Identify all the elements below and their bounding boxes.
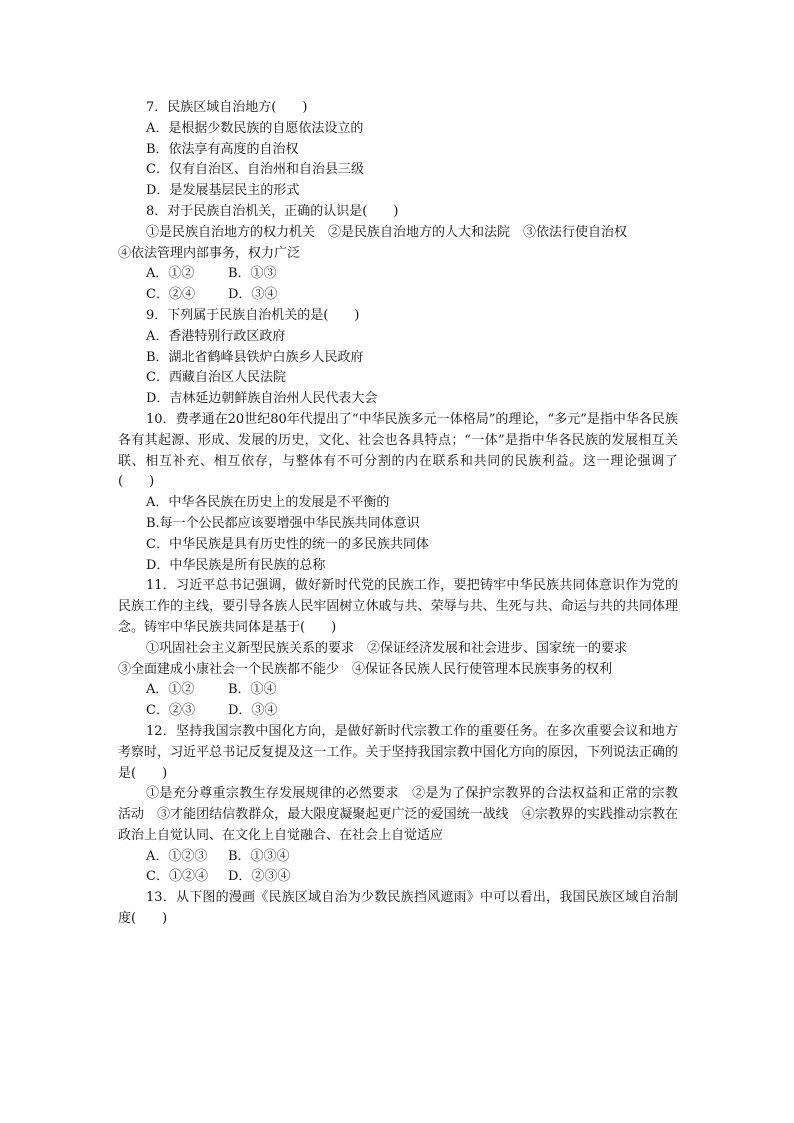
q8-option-d: D．③④ (228, 287, 278, 303)
q12-option-b: B．①③④ (228, 848, 290, 864)
q11-statements-line2: ③全面建成小康社会一个民族都不能少 ④保证各民族人民行使管理本民族事务的权利 (118, 661, 613, 677)
question-content (118, 98, 678, 930)
q12-option-a: A．①②③ (146, 848, 208, 864)
q10-option-a: A．中华各民族在历史上的发展是不平衡的 (146, 495, 390, 511)
q10-stem: 10．费孝通在20世纪80年代提出了“中华民族多元一体格局”的理论，“多元”是指中华各民族各有其起源、形成、发展的历史，文化、社会也各具特点；“一体”是指中华各民族的发展相互关联、相互补充、相互依存，与整体有不可分割的内在联系和共同的民族利益。这一理论强调了( ) (118, 411, 678, 490)
q8-options-row1 (118, 264, 678, 285)
q11-option-d: D．③④ (228, 703, 278, 719)
q8-options-row2 (118, 285, 678, 306)
q9-option-d: D．吉林延边朝鲜族自治州人民代表大会 (146, 391, 378, 407)
q11-options-row1 (118, 680, 678, 701)
q8-statements-line2: ④依法管理内部事务，权力广泛 (118, 245, 301, 261)
q11-options-row2 (118, 701, 678, 722)
q12-options-row2 (118, 867, 678, 888)
q8-stem: 8．对于民族自治机关，正确的认识是( ) (146, 203, 399, 219)
q12-options-row1 (118, 847, 678, 868)
q7-option-d: D．是发展基层民主的形式 (146, 183, 300, 199)
q10-option-d: D．中华民族是所有民族的总称 (146, 557, 326, 573)
q7-option-c: C．仅有自治区、自治州和自治县三级 (146, 162, 364, 178)
q12-stem: 12．坚持我国宗教中国化方向，是做好新时代宗教工作的重要任务。在多次重要会议和地方考察时，习近平总书记反复提及这一工作。关于坚持我国宗教中国化方向的原因，下列说法正确的是( ) (118, 723, 678, 781)
q7-option-a: A．是根据少数民族的自愿依法设立的 (146, 120, 364, 136)
q8-option-a: A．①② (146, 266, 195, 282)
q8-option-b: B．①③ (228, 266, 277, 282)
q9-option-b: B．湖北省鹤峰县铁炉白族乡人民政府 (146, 349, 364, 365)
q11-option-a: A．①② (146, 682, 195, 698)
q11-statements-line1: ①巩固社会主义新型民族关系的要求 ②保证经济发展和社会进步、国家统一的要求 (146, 640, 628, 656)
q13-stem: 13．从下图的漫画《民族区域自治为少数民族挡风遮雨》中可以看出，我国民族区域自治制度( ) (118, 890, 678, 927)
q8-statements-line1: ①是民族自治地方的权力机关 ②是民族自治地方的人大和法院 ③依法行使自治权 (146, 224, 628, 240)
q9-option-a: A．香港特别行政区政府 (146, 328, 286, 344)
q12-option-d: D．②③④ (228, 869, 291, 885)
q11-option-b: B．①④ (228, 682, 277, 698)
q12-statements: ①是充分尊重宗教生存发展规律的必然要求 ②是为了保护宗教界的合法权益和正常的宗教活动 ③才能团结信教群众，最大限度凝聚起更广泛的爱国统一战线 ④宗教界的实践推动宗教在政治上自觉认同、在文化上自觉融合、在社会上自觉适应 (118, 786, 678, 843)
q10-option-b: B.每一个公民都应该要增强中华民族共同体意识 (146, 515, 420, 531)
q9-stem: 9．下列属于民族自治机关的是( ) (146, 307, 360, 323)
q8-option-c: C．②④ (146, 287, 195, 303)
q7-option-b: B．依法享有高度的自治权 (146, 141, 299, 157)
q11-stem: 11．习近平总书记强调，做好新时代党的民族工作，要把铸牢中华民族共同体意识作为党的民族工作的主线，要引导各族人民牢固树立休戚与共、荣辱与共、生死与共、命运与共的共同体理念。铸牢中华民族共同体是基于( ) (118, 578, 678, 635)
q10-option-c: C．中华民族是具有历史性的统一的多民族共同体 (146, 536, 429, 552)
q11-option-c: C．②③ (146, 703, 195, 719)
q12-option-c: C．①②④ (146, 869, 208, 885)
q9-option-c: C．西藏自治区人民法院 (146, 370, 286, 386)
q7-stem: 7．民族区域自治地方( ) (146, 100, 308, 115)
